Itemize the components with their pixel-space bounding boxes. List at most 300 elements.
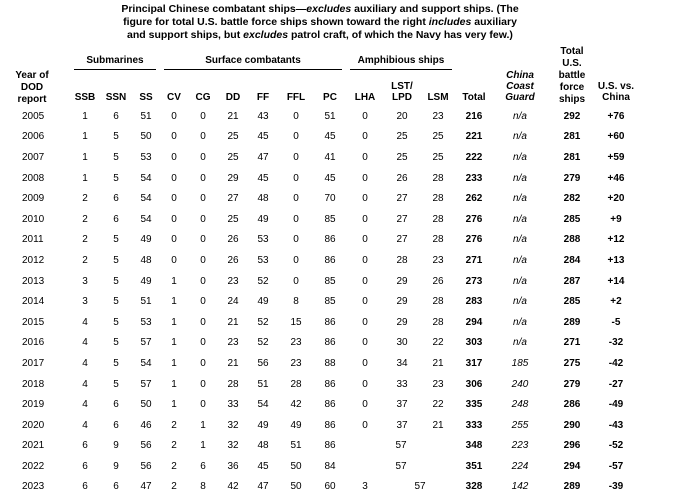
cell-ff: 47: [257, 481, 269, 493]
cell-ccg: 223: [511, 440, 529, 452]
cell-dd: 21: [227, 110, 239, 122]
cell-ss: 48: [140, 254, 152, 266]
cell-ss: 50: [140, 399, 152, 411]
cell-us: 292: [563, 110, 581, 122]
cell-ff: 52: [257, 275, 269, 287]
cell-diff: +60: [607, 131, 625, 143]
cell-total: 303: [465, 337, 483, 349]
cell-dd: 21: [227, 316, 239, 328]
cell-ss: 51: [140, 110, 152, 122]
cell-dd: 32: [227, 419, 239, 431]
cell-dd: 29: [227, 172, 239, 184]
cell-dd: 28: [227, 378, 239, 390]
cell-ffl: 0: [293, 151, 299, 163]
cell-lsm: 26: [432, 275, 444, 287]
cell-ss: 53: [140, 151, 152, 163]
cell-ssb: 1: [82, 131, 88, 143]
cell-diff: +76: [607, 110, 625, 122]
ship-comparison-table: [8, 42, 636, 497]
cell-year: 2007: [22, 151, 45, 163]
pc-header: PC: [323, 92, 337, 103]
cell-lst: 29: [396, 296, 408, 308]
cell-amphibious-combined: 57: [395, 440, 407, 452]
cell-lsm: 23: [432, 110, 444, 122]
cell-cv: 0: [171, 254, 177, 266]
cell-lha: 0: [362, 378, 368, 390]
cell-ccg: 224: [511, 460, 529, 472]
table-row: [8, 456, 636, 477]
cell-pc: 86: [324, 316, 336, 328]
table-row: [8, 209, 636, 230]
cell-ssn: 9: [113, 440, 119, 452]
title-line-1: Principal Chinese combatant ships—excludes auxiliary and support ships. (The: [121, 3, 519, 15]
cell-lsm: 28: [432, 193, 444, 205]
cell-diff: +12: [607, 234, 625, 246]
cell-dd: 26: [227, 254, 239, 266]
cell-total: 351: [465, 460, 483, 472]
table-title: [40, 3, 600, 42]
cell-cg: 6: [200, 460, 206, 472]
table-row: [8, 374, 636, 395]
cell-pc: 45: [324, 131, 336, 143]
cell-ccg: 185: [511, 357, 529, 369]
cell-cv: 0: [171, 172, 177, 184]
cell-pc: 86: [324, 440, 336, 452]
cell-ssn: 5: [113, 151, 119, 163]
cell-lsm: 28: [432, 213, 444, 225]
cell-lha: 0: [362, 275, 368, 287]
cell-ffl: 8: [293, 296, 299, 308]
cell-lsm: 21: [432, 419, 444, 431]
cell-lst: 27: [396, 234, 408, 246]
cell-cv: 1: [171, 399, 177, 411]
cell-lst: 29: [396, 275, 408, 287]
cell-cv: 0: [171, 234, 177, 246]
cell-ccg: n/a: [513, 110, 527, 122]
table-row: [8, 477, 636, 497]
cell-lst: 25: [396, 131, 408, 143]
cell-dd: 27: [227, 193, 239, 205]
cell-pc: 41: [324, 151, 336, 163]
cell-pc: 70: [324, 193, 336, 205]
cell-cv: 1: [171, 357, 177, 369]
cell-ff: 45: [257, 172, 269, 184]
cell-ss: 56: [140, 440, 152, 452]
cell-ss: 54: [140, 357, 152, 369]
ssb-header: SSB: [74, 92, 96, 103]
cell-lha: 0: [362, 151, 368, 163]
ssn-header: SSN: [105, 92, 127, 103]
cell-us: 279: [563, 172, 581, 184]
cell-lsm: 28: [432, 172, 444, 184]
cell-ccg: n/a: [513, 172, 527, 184]
group-header-row: [8, 42, 636, 70]
cell-dd: 42: [227, 481, 239, 493]
cell-ffl: 49: [290, 419, 302, 431]
cell-us: 287: [563, 275, 581, 287]
cell-ffl: 0: [293, 193, 299, 205]
cell-diff: +2: [610, 296, 622, 308]
cell-ss: 57: [140, 337, 152, 349]
cell-lst: 33: [396, 378, 408, 390]
cell-ssb: 2: [82, 193, 88, 205]
cell-ssn: 6: [113, 110, 119, 122]
cell-ssn: 5: [113, 131, 119, 143]
cell-dd: 33: [227, 399, 239, 411]
cell-cg: 0: [200, 131, 206, 143]
cell-ssn: 5: [113, 337, 119, 349]
cell-dd: 25: [227, 131, 239, 143]
cell-ffl: 50: [290, 481, 302, 493]
cell-ffl: 0: [293, 254, 299, 266]
cg-header: CG: [195, 92, 211, 103]
cell-diff: -52: [608, 440, 624, 452]
cell-ss: 54: [140, 193, 152, 205]
us-vs-china-header: U.S. vs. China: [597, 81, 635, 103]
cell-us: 289: [563, 316, 581, 328]
cell-lha: 3: [362, 481, 368, 493]
cell-ffl: 0: [293, 234, 299, 246]
cell-ff: 48: [257, 193, 269, 205]
cell-cg: 0: [200, 151, 206, 163]
cell-ssb: 3: [82, 296, 88, 308]
cell-ff: 56: [257, 357, 269, 369]
cell-pc: 86: [324, 337, 336, 349]
cell-cg: 0: [200, 357, 206, 369]
cell-ffl: 0: [293, 131, 299, 143]
cell-year: 2021: [22, 440, 45, 452]
cell-pc: 60: [324, 481, 336, 493]
cell-cv: 0: [171, 193, 177, 205]
spacer-cell: [456, 42, 492, 70]
cell-diff: +13: [607, 254, 625, 266]
dd-header: DD: [225, 92, 241, 103]
cell-cg: 1: [200, 440, 206, 452]
cell-ssb: 4: [82, 419, 88, 431]
cell-ccg: n/a: [513, 254, 527, 266]
title-line-2: figure for total U.S. battle force ships shown toward the right includes auxiliary: [123, 16, 517, 28]
cell-ss: 49: [140, 275, 152, 287]
cell-lha: 0: [362, 337, 368, 349]
cv-header: CV: [167, 92, 181, 103]
cell-us: 279: [563, 378, 581, 390]
table-row: [8, 291, 636, 312]
cell-ss: 47: [140, 481, 152, 493]
cell-us: 281: [563, 151, 581, 163]
cell-us: 281: [563, 131, 581, 143]
cell-dd: 26: [227, 234, 239, 246]
cell-year: 2015: [22, 316, 45, 328]
cell-lsm: 21: [432, 357, 444, 369]
cell-diff: +14: [607, 275, 625, 287]
cell-lha: 0: [362, 172, 368, 184]
cell-year: 2008: [22, 172, 45, 184]
cell-cg: 0: [200, 399, 206, 411]
cell-cg: 0: [200, 172, 206, 184]
cell-ssn: 6: [113, 419, 119, 431]
cell-lha: 0: [362, 213, 368, 225]
cell-ssb: 2: [82, 254, 88, 266]
cell-cg: 0: [200, 254, 206, 266]
surface-group-header: Surface combatants: [160, 42, 346, 70]
cell-cg: 0: [200, 213, 206, 225]
ff-header: FF: [256, 92, 270, 103]
cell-dd: 23: [227, 337, 239, 349]
cell-cg: 0: [200, 193, 206, 205]
lst-lpd-header: LST/ LPD: [391, 81, 413, 103]
cell-lha: 0: [362, 254, 368, 266]
cell-ssn: 5: [113, 275, 119, 287]
cell-dd: 25: [227, 151, 239, 163]
cell-ss: 54: [140, 213, 152, 225]
table-row: [8, 312, 636, 333]
cell-lsm: 23: [432, 378, 444, 390]
total-header: Total: [462, 92, 486, 103]
cell-ssn: 9: [113, 460, 119, 472]
table-row: [8, 230, 636, 251]
cell-dd: 25: [227, 213, 239, 225]
cell-amphibious-combined: 57: [414, 481, 426, 493]
cell-total: 273: [465, 275, 483, 287]
cell-ss: 49: [140, 234, 152, 246]
cell-ssb: 6: [82, 440, 88, 452]
cell-pc: 85: [324, 296, 336, 308]
cell-us: 271: [563, 337, 581, 349]
cell-ss: 57: [140, 378, 152, 390]
cell-ccg: 240: [511, 378, 529, 390]
table-row: [8, 394, 636, 415]
cell-diff: -27: [608, 378, 624, 390]
spacer-cell: [596, 42, 636, 70]
cell-ff: 47: [257, 151, 269, 163]
cell-year: 2012: [22, 254, 45, 266]
spacer-cell: [492, 42, 548, 70]
cell-ssn: 5: [113, 316, 119, 328]
table-row: [8, 415, 636, 436]
cell-ss: 46: [140, 419, 152, 431]
cell-ss: 51: [140, 296, 152, 308]
cell-ssb: 2: [82, 234, 88, 246]
cell-amphibious-combined: 57: [395, 460, 407, 472]
cell-ccg: n/a: [513, 193, 527, 205]
cell-diff: -32: [608, 337, 624, 349]
cell-ssb: 4: [82, 337, 88, 349]
cell-ssn: 5: [113, 357, 119, 369]
cell-ss: 54: [140, 172, 152, 184]
cell-cv: 0: [171, 213, 177, 225]
cell-us: 284: [563, 254, 581, 266]
cell-ff: 45: [257, 460, 269, 472]
table-row: [8, 147, 636, 168]
cell-lha: 0: [362, 131, 368, 143]
cell-ss: 50: [140, 131, 152, 143]
cell-ccg: n/a: [513, 316, 527, 328]
cell-us: 290: [563, 419, 581, 431]
cell-cv: 0: [171, 110, 177, 122]
cell-pc: 85: [324, 213, 336, 225]
cell-cg: 1: [200, 419, 206, 431]
cell-total: 333: [465, 419, 483, 431]
cell-ssb: 4: [82, 378, 88, 390]
cell-total: 294: [465, 316, 483, 328]
cell-lst: 26: [396, 172, 408, 184]
cell-pc: 86: [324, 234, 336, 246]
cell-ffl: 0: [293, 275, 299, 287]
cell-ccg: n/a: [513, 234, 527, 246]
cell-lsm: 22: [432, 337, 444, 349]
cell-lst: 25: [396, 151, 408, 163]
cell-total: 335: [465, 399, 483, 411]
cell-ssb: 6: [82, 481, 88, 493]
cell-ssb: 4: [82, 357, 88, 369]
cell-cv: 2: [171, 460, 177, 472]
cell-year: 2022: [22, 460, 45, 472]
cell-lsm: 23: [432, 254, 444, 266]
cell-year: 2016: [22, 337, 45, 349]
cell-dd: 23: [227, 275, 239, 287]
cell-cv: 1: [171, 296, 177, 308]
cell-diff: -57: [608, 460, 624, 472]
cell-lsm: 25: [432, 151, 444, 163]
cell-ccg: n/a: [513, 131, 527, 143]
cell-lsm: 28: [432, 316, 444, 328]
cell-lst: 28: [396, 254, 408, 266]
cell-total: 216: [465, 110, 483, 122]
cell-ssb: 1: [82, 172, 88, 184]
cell-pc: 86: [324, 378, 336, 390]
cell-cv: 2: [171, 440, 177, 452]
cell-lha: 0: [362, 110, 368, 122]
cell-ssn: 6: [113, 481, 119, 493]
cell-lst: 37: [396, 419, 408, 431]
amphibious-group-header: Amphibious ships: [346, 42, 456, 70]
table-row: [8, 188, 636, 209]
cell-ffl: 15: [290, 316, 302, 328]
cell-total: 221: [465, 131, 483, 143]
cell-pc: 88: [324, 357, 336, 369]
table-body: [8, 106, 636, 497]
cell-year: 2005: [22, 110, 45, 122]
cell-pc: 86: [324, 419, 336, 431]
cell-ccg: 248: [511, 399, 529, 411]
cell-us: 296: [563, 440, 581, 452]
cell-pc: 85: [324, 275, 336, 287]
cell-cg: 0: [200, 316, 206, 328]
cell-ff: 49: [257, 296, 269, 308]
cell-lsm: 25: [432, 131, 444, 143]
cell-year: 2023: [22, 481, 45, 493]
cell-ffl: 0: [293, 172, 299, 184]
cell-year: 2010: [22, 213, 45, 225]
cell-total: 306: [465, 378, 483, 390]
cell-total: 262: [465, 193, 483, 205]
cell-pc: 45: [324, 172, 336, 184]
cell-year: 2013: [22, 275, 45, 287]
cell-us: 285: [563, 296, 581, 308]
cell-total: 276: [465, 213, 483, 225]
cell-us: 288: [563, 234, 581, 246]
cell-dd: 36: [227, 460, 239, 472]
cell-year: 2020: [22, 419, 45, 431]
cell-year: 2019: [22, 399, 45, 411]
cell-total: 233: [465, 172, 483, 184]
cell-cv: 1: [171, 316, 177, 328]
cell-cv: 0: [171, 131, 177, 143]
cell-ssb: 3: [82, 275, 88, 287]
cell-pc: 51: [324, 110, 336, 122]
ss-header: SS: [139, 92, 153, 103]
cell-cv: 1: [171, 275, 177, 287]
cell-lst: 20: [396, 110, 408, 122]
cell-ssn: 6: [113, 213, 119, 225]
cell-diff: -49: [608, 399, 624, 411]
cell-us: 282: [563, 193, 581, 205]
cell-lst: 27: [396, 193, 408, 205]
table-row: [8, 271, 636, 292]
cell-us: 289: [563, 481, 581, 493]
cell-ssn: 5: [113, 172, 119, 184]
cell-cg: 0: [200, 275, 206, 287]
cell-total: 271: [465, 254, 483, 266]
cell-ssn: 6: [113, 399, 119, 411]
submarines-group-header: Submarines: [70, 42, 160, 70]
cell-ccg: n/a: [513, 337, 527, 349]
cell-ssn: 5: [113, 234, 119, 246]
cell-ss: 56: [140, 460, 152, 472]
cell-ssb: 4: [82, 316, 88, 328]
cell-ss: 53: [140, 316, 152, 328]
cell-lha: 0: [362, 316, 368, 328]
cell-ssn: 5: [113, 296, 119, 308]
cell-lha: 0: [362, 193, 368, 205]
cell-diff: -5: [611, 316, 621, 328]
cell-total: 348: [465, 440, 483, 452]
cell-ffl: 51: [290, 440, 302, 452]
cell-ccg: 255: [511, 419, 529, 431]
cell-lha: 0: [362, 357, 368, 369]
cell-lst: 30: [396, 337, 408, 349]
cell-ffl: 23: [290, 337, 302, 349]
cell-ccg: 142: [511, 481, 529, 493]
cell-dd: 24: [227, 296, 239, 308]
lha-header: LHA: [354, 92, 376, 103]
cell-cv: 2: [171, 481, 177, 493]
ccg-header: China Coast Guard: [505, 70, 535, 103]
cell-ssn: 6: [113, 193, 119, 205]
cell-lst: 27: [396, 213, 408, 225]
cell-ff: 49: [257, 213, 269, 225]
cell-diff: -42: [608, 357, 624, 369]
cell-cg: 8: [200, 481, 206, 493]
cell-cg: 0: [200, 296, 206, 308]
cell-ff: 48: [257, 440, 269, 452]
cell-cv: 2: [171, 419, 177, 431]
ffl-header: FFL: [286, 92, 306, 103]
cell-diff: +46: [607, 172, 625, 184]
table-row: [8, 353, 636, 374]
table-row: [8, 168, 636, 189]
cell-dd: 21: [227, 357, 239, 369]
cell-ff: 53: [257, 234, 269, 246]
cell-ff: 51: [257, 378, 269, 390]
cell-year: 2014: [22, 296, 45, 308]
table-row: [8, 106, 636, 127]
cell-year: 2018: [22, 378, 45, 390]
us-total-header: Total U.S. battle force ships: [558, 46, 586, 105]
cell-cv: 0: [171, 151, 177, 163]
cell-us: 285: [563, 213, 581, 225]
cell-diff: +59: [607, 151, 625, 163]
